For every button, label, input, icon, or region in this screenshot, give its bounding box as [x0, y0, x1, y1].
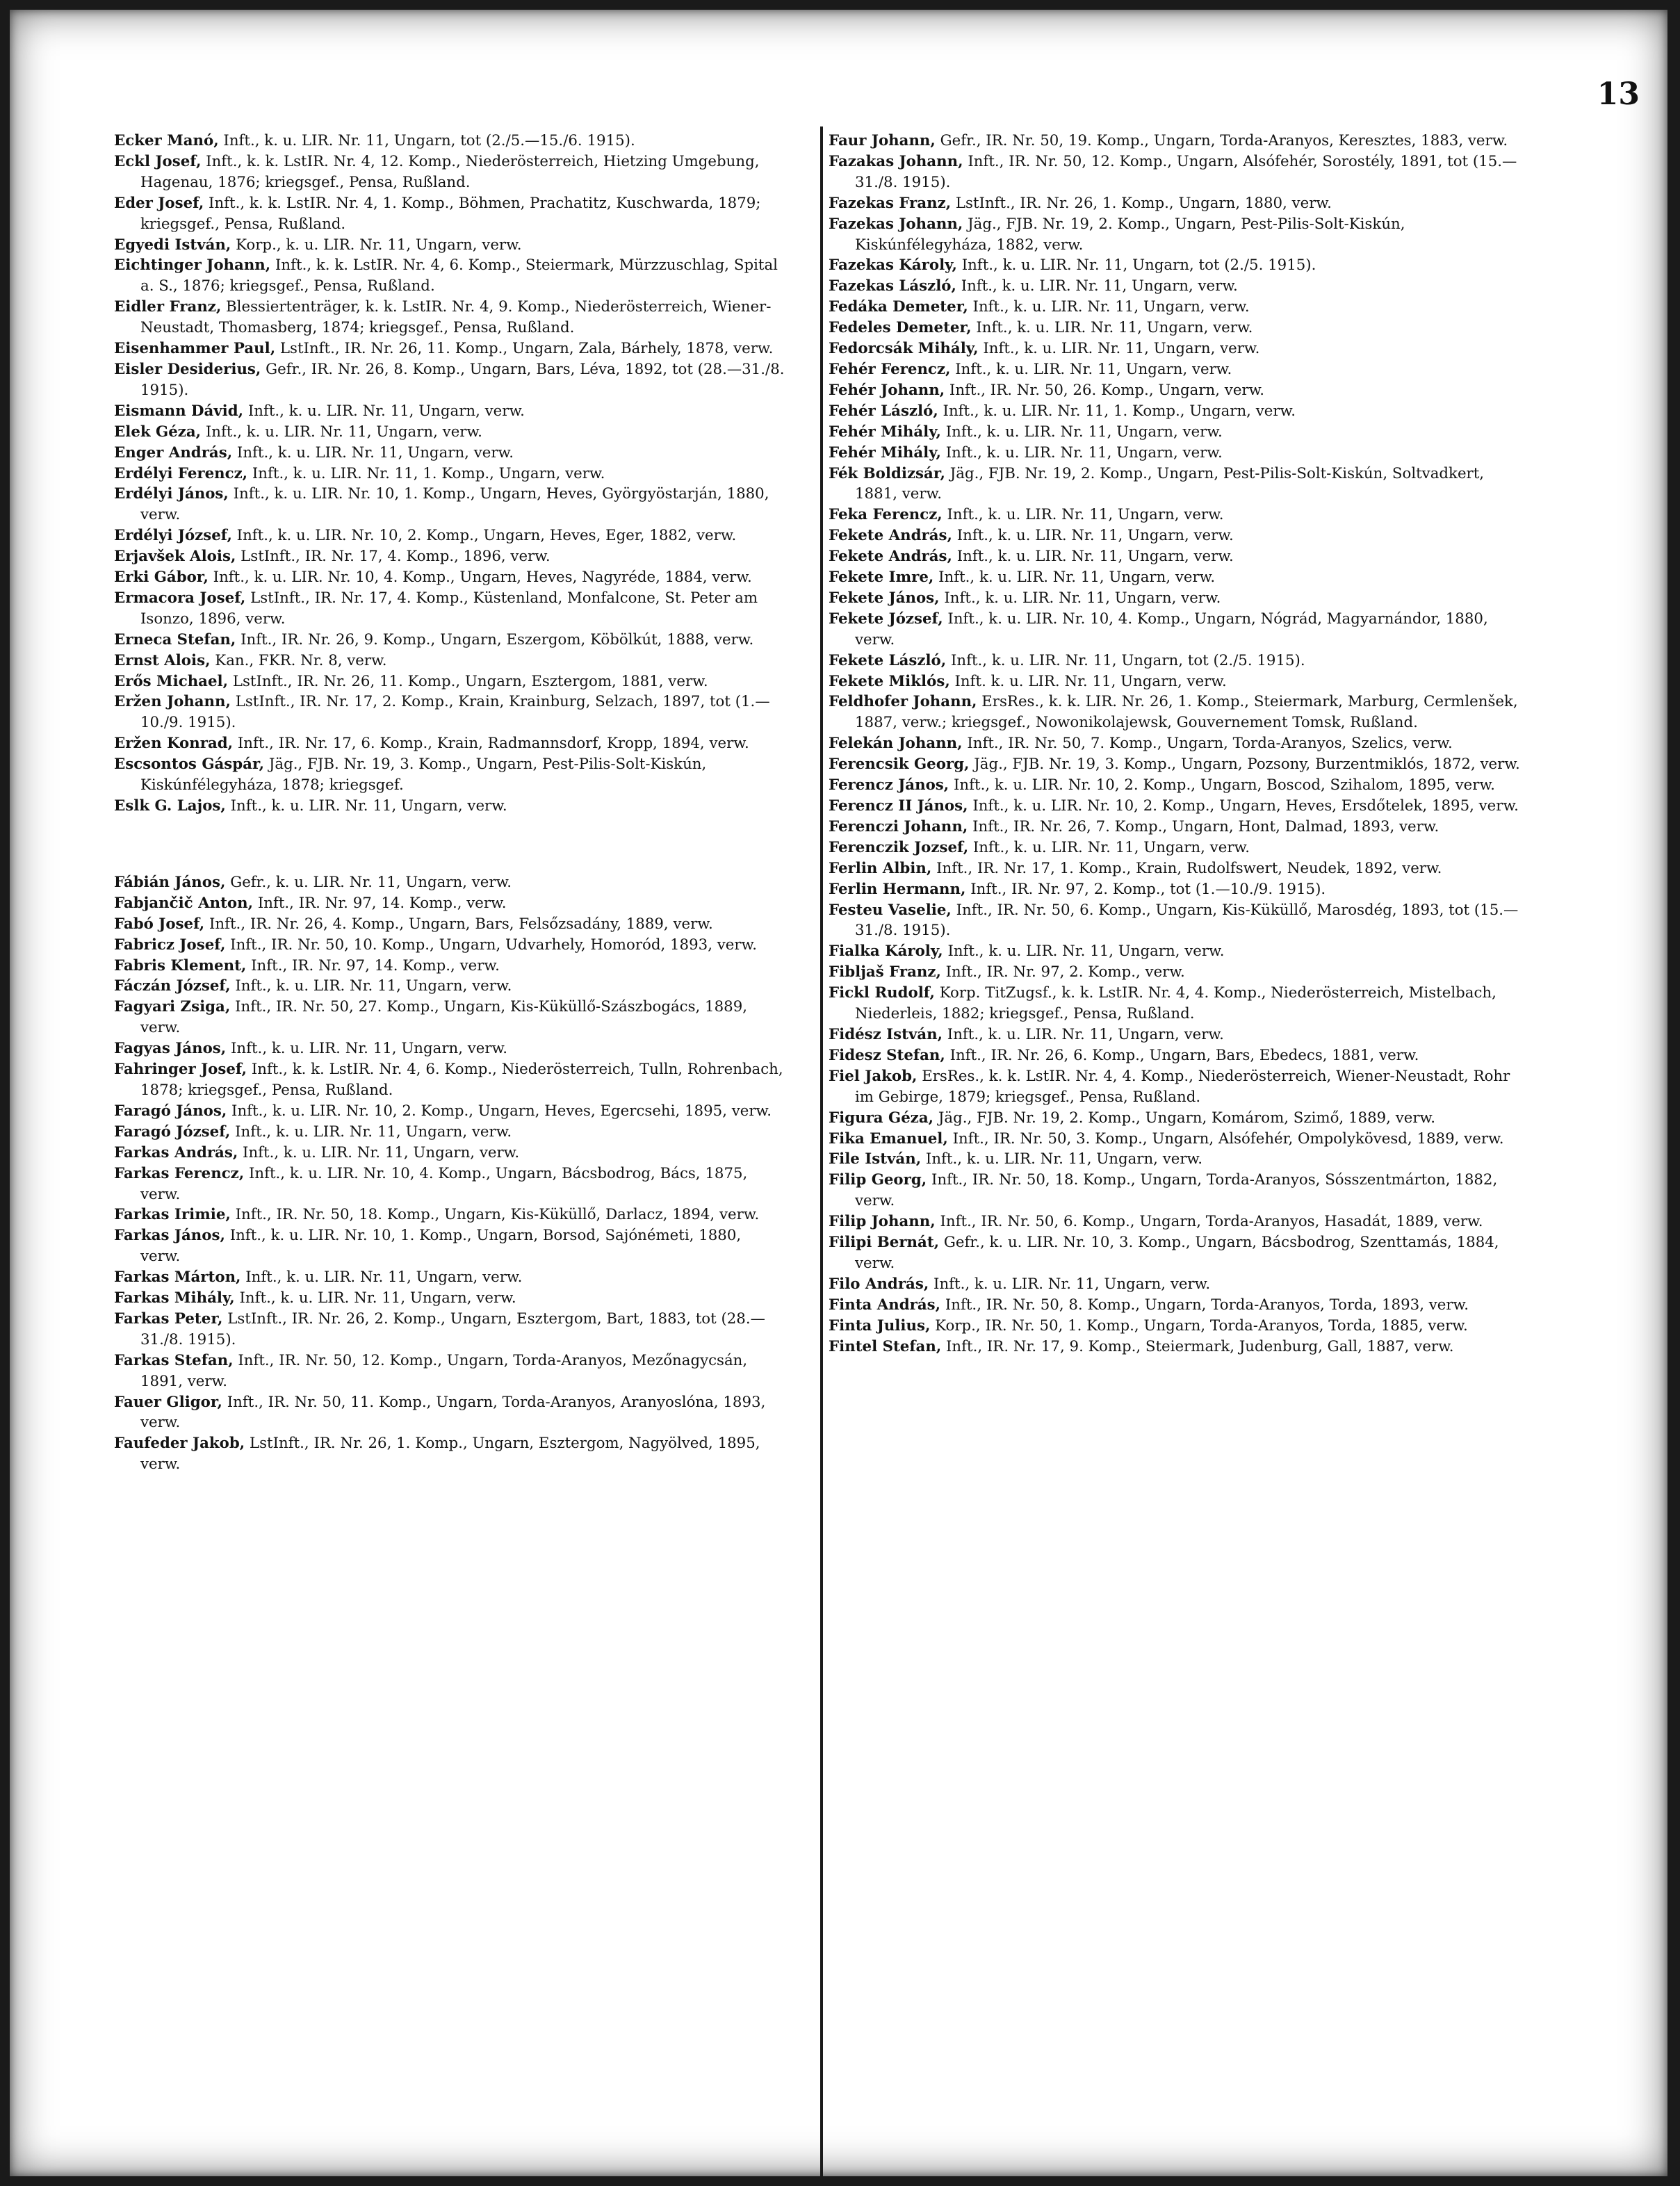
entry-name: Erős Michael,: [114, 672, 229, 690]
list-entry: [829, 152, 1524, 193]
list-entry: [114, 1225, 785, 1267]
entry-name: Fazakas Johann,: [829, 152, 963, 170]
entry-details: Inft., k. u. LIR. Nr. 11, Ungarn, verw.: [235, 977, 512, 995]
entry-name: Fedorcsák Mihály,: [829, 340, 979, 358]
document-page: [10, 10, 1667, 2176]
list-entry: [829, 983, 1524, 1025]
entry-details: Inft., k. k. LstIR. Nr. 4, 6. Komp., Steiermark, Mürzzuschlag, Spital a. S., 1876; kriegsgef., Pensa, Rußland.: [140, 256, 778, 295]
entry-name: Fibljaš Franz,: [829, 963, 941, 981]
entry-name: Fazekas Johann,: [829, 215, 963, 233]
list-entry: [829, 505, 1524, 525]
entry-details: Inft., IR. Nr. 50, 3. Komp., Ungarn, Alsófehér, Ompolykövesd, 1889, verw.: [952, 1129, 1504, 1148]
entry-name: Fahringer Josef,: [114, 1061, 247, 1079]
entry-details: Inft., IR. Nr. 50, 8. Komp., Ungarn, Torda-Aranyos, Torda, 1893, verw.: [945, 1296, 1469, 1314]
list-entry: [114, 546, 785, 567]
entry-name: Erdélyi János,: [114, 485, 229, 503]
entry-name: File István,: [829, 1150, 922, 1168]
list-entry: [829, 422, 1524, 443]
entry-name: Fika Emanuel,: [829, 1129, 948, 1148]
list-entry: [829, 131, 1524, 152]
entry-details: Inft., IR. Nr. 26, 6. Komp., Ungarn, Bars, Ebedecs, 1881, verw.: [949, 1046, 1419, 1064]
entry-details: Jäg., FJB. Nr. 19, 3. Komp., Ungarn, Pozsony, Burzentmiklós, 1872, verw.: [974, 756, 1520, 774]
entry-name: Fagyas János,: [114, 1040, 227, 1058]
list-entry: [114, 651, 785, 671]
entry-details: Inft., k. u. LIR. Nr. 10, 2. Komp., Ungarn, Heves, Egercsehi, 1895, verw.: [231, 1102, 772, 1120]
list-entry: [829, 838, 1524, 858]
entry-name: Ferencsik Georg,: [829, 756, 970, 774]
entry-name: Enger András,: [114, 443, 233, 462]
entry-name: Fekete András,: [829, 527, 952, 545]
entry-name: Felekán Johann,: [829, 735, 963, 753]
entry-details: Inft., k. u. LIR. Nr. 11, Ungarn, verw.: [925, 1150, 1203, 1168]
left-column-f-entries: [114, 872, 785, 1475]
list-entry: [114, 297, 785, 338]
entry-details: Inft., IR. Nr. 50, 6. Komp., Ungarn, Torda-Aranyos, Hasadát, 1889, verw.: [940, 1213, 1483, 1231]
list-entry: [829, 276, 1524, 297]
list-entry: [829, 1045, 1524, 1066]
list-entry: [829, 858, 1524, 879]
entry-name: Faufeder Jakob,: [114, 1435, 245, 1453]
entry-name: Finta András,: [829, 1296, 941, 1314]
list-entry: [829, 733, 1524, 754]
entry-details: Inft., IR. Nr. 50, 27. Komp., Ungarn, Kis-Küküllő-Szászbogács, 1889, verw.: [140, 998, 748, 1037]
list-entry: [829, 1129, 1524, 1150]
entry-details: Korp., IR. Nr. 50, 1. Komp., Ungarn, Torda-Aranyos, Torda, 1885, verw.: [935, 1316, 1468, 1335]
entry-details: Jäg., FJB. Nr. 19, 2. Komp., Ungarn, Pest-Pilis-Solt-Kiskún, Kiskúnfélegyháza, 1882, verw.: [855, 215, 1405, 254]
entry-name: Filo András,: [829, 1275, 929, 1293]
entry-details: Inft. k. u. LIR. Nr. 11, Ungarn, verw.: [954, 672, 1227, 690]
entry-details: Inft., IR. Nr. 97, 2. Komp., tot (1.—10./9. 1915).: [970, 880, 1326, 898]
entry-details: Inft., k. k. LstIR. Nr. 4, 12. Komp., Niederösterreich, Hietzing Umgebung, Hagenau, 1876; kriegsgef., Pensa, Rußland.: [140, 152, 760, 191]
entry-details: Inft., k. u. LIR. Nr. 11, Ungarn, verw.: [933, 1275, 1211, 1293]
entry-details: Jäg., FJB. Nr. 19, 2. Komp., Ungarn, Komárom, Szimő, 1889, verw.: [938, 1109, 1435, 1127]
entry-name: Erneca Stefan,: [114, 630, 236, 649]
entry-details: Inft., IR. Nr. 50, 12. Komp., Ungarn, Alsófehér, Sorostély, 1891, tot (15.—31./8. 1915).: [855, 152, 1517, 191]
entry-name: Fekete János,: [829, 589, 940, 607]
entry-details: LstInft., IR. Nr. 26, 1. Komp., Ungarn, 1880, verw.: [955, 194, 1332, 212]
entry-details: Inft., IR. Nr. 26, 4. Komp., Ungarn, Bars, Felsőzsadány, 1889, verw.: [209, 915, 713, 933]
entry-name: Fehér Mihály,: [829, 443, 941, 462]
entry-details: Inft., k. u. LIR. Nr. 11, Ungarn, verw.: [945, 443, 1223, 462]
list-entry: [114, 338, 785, 359]
entry-name: Fehér Johann,: [829, 381, 945, 399]
list-entry: [829, 754, 1524, 775]
entry-details: Inft., IR. Nr. 17, 9. Komp., Steiermark, Judenburg, Gall, 1887, verw.: [946, 1337, 1454, 1355]
entry-name: Ferlin Hermann,: [829, 880, 966, 898]
list-entry: [114, 422, 785, 443]
entry-details: Inft., k. u. LIR. Nr. 11, Ungarn, verw.: [972, 298, 1250, 316]
list-entry: [114, 1267, 785, 1288]
list-entry: [114, 1205, 785, 1225]
entry-details: Inft., k. u. LIR. Nr. 11, Ungarn, verw.: [947, 943, 1225, 961]
entry-details: Inft., k. u. LIR. Nr. 11, Ungarn, verw.: [230, 797, 507, 815]
list-entry: [829, 338, 1524, 359]
entry-name: Finta Julius,: [829, 1316, 931, 1335]
entry-details: Inft., k. u. LIR. Nr. 11, Ungarn, verw.: [245, 1269, 523, 1287]
entry-details: Inft., IR. Nr. 50, 18. Komp., Ungarn, Kis-Küküllő, Darlacz, 1894, verw.: [235, 1206, 760, 1224]
list-entry: [114, 484, 785, 525]
list-entry: [829, 796, 1524, 817]
entry-name: Ernst Alois,: [114, 651, 211, 669]
right-column-entries: [829, 131, 1524, 1357]
entry-name: Fekete József,: [829, 610, 943, 628]
list-entry: [114, 671, 785, 692]
entry-name: Erki Gábor,: [114, 569, 209, 587]
entry-name: Feka Ferencz,: [829, 506, 943, 524]
list-entry: [829, 546, 1524, 567]
entry-details: Inft., k. u. LIR. Nr. 10, 4. Komp., Ungarn, Bácsbodrog, Bács, 1875, verw.: [140, 1164, 748, 1203]
entry-name: Faragó József,: [114, 1123, 231, 1141]
entry-name: Fedáka Demeter,: [829, 298, 968, 316]
list-entry: [114, 1392, 785, 1434]
entry-name: Fagyari Zsiga,: [114, 998, 231, 1016]
list-entry: [114, 525, 785, 546]
entry-name: Ecker Manó,: [114, 132, 219, 149]
list-entry: [829, 214, 1524, 256]
list-entry: [829, 609, 1524, 651]
left-column: [114, 131, 785, 1475]
entry-name: Eckl Josef,: [114, 152, 202, 170]
entry-name: Eichtinger Johann,: [114, 256, 271, 275]
entry-details: ErsRes., k. k. LIR. Nr. 26, 1. Komp., Steiermark, Marburg, Cermlenšek, 1887, verw.; kriegsgef., Nowonikolajewsk, Gouvernement Tomsk, Rußland.: [855, 693, 1518, 732]
entry-details: Gefr., k. u. LIR. Nr. 10, 3. Komp., Ungarn, Bácsbodrog, Szenttamás, 1884, verw.: [855, 1234, 1499, 1272]
entry-details: Inft., k. u. LIR. Nr. 10, 2. Komp., Ungarn, Heves, Ersdőtelek, 1895, verw.: [972, 797, 1519, 815]
entry-name: Faragó János,: [114, 1102, 227, 1120]
list-entry: [114, 464, 785, 484]
list-entry: [114, 1143, 785, 1164]
entry-details: Inft., k. u. LIR. Nr. 11, Ungarn, verw.: [243, 1143, 520, 1161]
entry-details: LstInft., IR. Nr. 26, 11. Komp., Ungarn, Esztergom, 1881, verw.: [232, 672, 708, 690]
list-entry: [829, 962, 1524, 983]
entry-details: Inft., k. u. LIR. Nr. 11, Ungarn, verw.: [956, 527, 1234, 545]
list-entry: [829, 1212, 1524, 1232]
entry-details: LstInft., IR. Nr. 26, 1. Komp., Ungarn, Esztergom, Nagyölved, 1895, verw.: [140, 1435, 760, 1474]
column-divider: [820, 127, 823, 2176]
list-entry: [114, 1433, 785, 1475]
list-entry: [829, 941, 1524, 962]
entry-name: Fehér Mihály,: [829, 423, 941, 441]
entry-details: Inft., IR. Nr. 17, 6. Komp., Krain, Radmannsdorf, Kropp, 1894, verw.: [237, 735, 749, 753]
list-entry: [114, 193, 785, 235]
list-entry: [114, 630, 785, 651]
list-entry: [829, 651, 1524, 671]
entry-details: Inft., IR. Nr. 26, 7. Komp., Ungarn, Hont, Dalmad, 1893, verw.: [972, 817, 1440, 835]
list-entry: [829, 1066, 1524, 1108]
list-entry: [829, 692, 1524, 733]
list-entry: [829, 401, 1524, 422]
entry-name: Fekete László,: [829, 651, 947, 669]
entry-name: Eržen Konrad,: [114, 735, 234, 753]
entry-name: Ferenczik Jozsef,: [829, 838, 969, 856]
list-entry: [114, 1038, 785, 1059]
entry-details: Inft., k. u. LIR. Nr. 11, Ungarn, tot (2./5. 1915).: [950, 651, 1305, 669]
entry-details: Korp. TitZugsf., k. k. LstIR. Nr. 4, 4. Komp., Niederösterreich, Mistelbach, Niederleis, 1882; kriegsgef., Pensa, Rußland.: [855, 984, 1496, 1023]
entry-name: Fekete András,: [829, 548, 952, 566]
entry-name: Ferencz János,: [829, 776, 949, 794]
list-entry: [114, 1164, 785, 1205]
list-entry: [829, 297, 1524, 318]
entry-details: Inft., k. u. LIR. Nr. 11, Ungarn, verw.: [947, 506, 1224, 524]
list-entry: [829, 1170, 1524, 1212]
entry-details: Inft., IR. Nr. 50, 12. Komp., Ungarn, Torda-Aranyos, Mezőnagycsán, 1891, verw.: [140, 1351, 748, 1390]
entry-name: Fedeles Demeter,: [829, 319, 972, 337]
list-entry: [829, 671, 1524, 692]
entry-name: Festeu Vaselie,: [829, 901, 952, 919]
entry-name: Eder Josef,: [114, 194, 204, 212]
list-entry: [114, 1122, 785, 1143]
list-entry: [114, 733, 785, 754]
entry-details: Inft., IR. Nr. 50, 11. Komp., Ungarn, Torda-Aranyos, Aranyoslóna, 1893, verw.: [140, 1393, 766, 1432]
entry-name: Fazekas Károly,: [829, 256, 957, 275]
entry-details: Gefr., k. u. LIR. Nr. 11, Ungarn, verw.: [230, 873, 512, 891]
entry-details: Inft., k. u. LIR. Nr. 11, Ungarn, verw.: [205, 423, 482, 441]
entry-details: Korp., k. u. LIR. Nr. 11, Ungarn, verw.: [236, 236, 522, 254]
entry-name: Fék Boldizsár,: [829, 464, 945, 482]
list-entry: [829, 1232, 1524, 1274]
entry-name: Figura Géza,: [829, 1109, 934, 1127]
entry-name: Farkas András,: [114, 1143, 238, 1161]
entry-details: Inft., k. u. LIR. Nr. 11, Ungarn, verw.: [236, 443, 514, 462]
entry-details: Inft., k. u. LIR. Nr. 11, Ungarn, verw.: [235, 1123, 512, 1141]
list-entry: [114, 1309, 785, 1351]
entry-name: Erjavšek Alois,: [114, 548, 236, 566]
entry-details: LstInft., IR. Nr. 17, 4. Komp., 1896, verw.: [240, 548, 551, 566]
entry-details: Gefr., IR. Nr. 26, 8. Komp., Ungarn, Bars, Léva, 1892, tot (28.—31./8. 1915).: [140, 360, 785, 399]
entry-name: Fickl Rudolf,: [829, 984, 935, 1002]
entry-details: Inft., k. u. LIR. Nr. 10, 2. Komp., Ungarn, Heves, Eger, 1882, verw.: [236, 527, 737, 545]
entry-name: Fazekas Franz,: [829, 194, 952, 212]
entry-details: Inft., k. u. LIR. Nr. 11, 1. Komp., Ungarn, verw.: [943, 402, 1296, 420]
entry-details: Inft., k. u. LIR. Nr. 10, 1. Komp., Ungarn, Borsod, Sajónémeti, 1880, verw.: [140, 1227, 742, 1266]
entry-details: Inft., k. u. LIR. Nr. 10, 4. Komp., Ungarn, Nógrád, Magyarnándor, 1880, verw.: [855, 610, 1488, 649]
entry-name: Eidler Franz,: [114, 298, 222, 316]
list-entry: [829, 775, 1524, 796]
entry-details: Inft., IR. Nr. 17, 1. Komp., Krain, Rudolfswert, Neudek, 1892, verw.: [936, 859, 1442, 877]
entry-details: Inft., k. u. LIR. Nr. 11, Ungarn, tot (2./5.—15./6. 1915).: [223, 132, 635, 149]
entry-name: Fabricz Josef,: [114, 936, 226, 954]
list-entry: [829, 817, 1524, 838]
entry-name: Eisenhammer Paul,: [114, 340, 276, 358]
entry-name: Filipi Bernát,: [829, 1234, 940, 1252]
entry-details: LstInft., IR. Nr. 26, 2. Komp., Ungarn, Esztergom, Bart, 1883, tot (28.—31./8. 1915).: [140, 1310, 765, 1348]
entry-name: Farkas Ferencz,: [114, 1164, 245, 1182]
list-entry: [829, 1316, 1524, 1337]
entry-details: Inft., k. u. LIR. Nr. 11, 1. Komp., Ungarn, verw.: [252, 464, 605, 482]
entry-name: Ferlin Albin,: [829, 859, 932, 877]
entry-name: Egyedi István,: [114, 236, 231, 254]
entry-name: Farkas Stefan,: [114, 1351, 234, 1369]
entry-details: Inft., k. u. LIR. Nr. 11, Ungarn, verw.: [230, 1040, 508, 1058]
entry-name: Filip Johann,: [829, 1213, 936, 1231]
entry-name: Fidész István,: [829, 1025, 943, 1043]
list-entry: [114, 872, 785, 893]
list-entry: [829, 1274, 1524, 1295]
list-entry: [829, 900, 1524, 942]
entry-details: LstInft., IR. Nr. 17, 4. Komp., Küstenland, Monfalcone, St. Peter am Isonzo, 1896, verw.: [140, 589, 758, 628]
entry-name: Fekete Miklós,: [829, 672, 950, 690]
entry-details: Gefr., IR. Nr. 50, 19. Komp., Ungarn, Torda-Aranyos, Keresztes, 1883, verw.: [940, 132, 1508, 149]
list-entry: [114, 893, 785, 914]
entry-name: Fialka Károly,: [829, 943, 943, 961]
entry-name: Farkas Peter,: [114, 1310, 223, 1328]
entry-details: Inft., k. u. LIR. Nr. 10, 2. Komp., Ungarn, Boscod, Szihalom, 1895, verw.: [954, 776, 1495, 794]
entry-name: Eisler Desiderius,: [114, 360, 261, 378]
list-entry: [829, 879, 1524, 900]
entry-details: Inft., k. u. LIR. Nr. 11, Ungarn, verw.: [976, 319, 1253, 337]
entry-details: Inft., IR. Nr. 97, 2. Komp., verw.: [945, 963, 1185, 981]
entry-name: Fazekas László,: [829, 277, 956, 295]
list-entry: [114, 359, 785, 401]
entry-name: Fabjančič Anton,: [114, 894, 254, 912]
list-entry: [829, 567, 1524, 588]
entry-details: Inft., k. u. LIR. Nr. 11, Ungarn, verw.: [938, 569, 1216, 587]
entry-name: Erdélyi József,: [114, 527, 232, 545]
list-entry: [114, 131, 785, 152]
list-entry: [114, 754, 785, 796]
entry-name: Eismann Dávid,: [114, 402, 244, 420]
entry-details: Inft., k. k. LstIR. Nr. 4, 6. Komp., Niederösterreich, Tulln, Rohrenbach, 1878; kriegsgef., Pensa, Rußland.: [140, 1061, 783, 1099]
list-entry: [829, 588, 1524, 609]
list-entry: [114, 401, 785, 422]
entry-name: Ferencz II János,: [829, 797, 968, 815]
list-entry: [829, 380, 1524, 401]
entry-details: Inft., IR. Nr. 50, 18. Komp., Ungarn, Torda-Aranyos, Sósszentmárton, 1882, verw.: [855, 1171, 1498, 1210]
entry-name: Eslk G. Lajos,: [114, 797, 226, 815]
list-entry: [114, 997, 785, 1038]
list-entry: [114, 1288, 785, 1309]
entry-name: Fidesz Stefan,: [829, 1046, 945, 1064]
entry-name: Erdélyi Ferencz,: [114, 464, 248, 482]
entry-details: Inft., k. u. LIR. Nr. 11, Ungarn, verw.: [945, 423, 1223, 441]
list-entry: [829, 1337, 1524, 1357]
entry-name: Ermacora Josef,: [114, 589, 246, 607]
entry-details: Inft., IR. Nr. 97, 14. Komp., verw.: [251, 956, 500, 974]
entry-name: Farkas Mihály,: [114, 1289, 235, 1307]
entry-details: Inft., k. u. LIR. Nr. 10, 1. Komp., Ungarn, Heves, Györgyöstarján, 1880, verw.: [140, 485, 769, 524]
entry-details: Inft., IR. Nr. 26, 9. Komp., Ungarn, Eszergom, Köbölkút, 1888, verw.: [240, 630, 754, 649]
entry-details: Inft., k. k. LstIR. Nr. 4, 1. Komp., Böhmen, Prachatitz, Kuschwarda, 1879; kriegsgef., Pensa, Rußland.: [140, 194, 761, 233]
left-column-e-entries: [114, 131, 785, 817]
list-entry: [114, 935, 785, 956]
entry-name: Fekete Imre,: [829, 569, 934, 587]
list-entry: [114, 796, 785, 817]
entry-name: Fabris Klement,: [114, 956, 247, 974]
list-entry: [829, 464, 1524, 505]
list-entry: [829, 1025, 1524, 1045]
list-entry: [829, 1295, 1524, 1316]
entry-details: Inft., k. u. LIR. Nr. 11, Ungarn, verw.: [955, 360, 1232, 378]
entry-name: Escsontos Gáspár,: [114, 756, 265, 774]
list-entry: [114, 956, 785, 977]
entry-details: Inft., k. u. LIR. Nr. 11, Ungarn, verw.: [961, 277, 1238, 295]
list-entry: [829, 443, 1524, 464]
entry-details: Jäg., FJB. Nr. 19, 3. Komp., Ungarn, Pest-Pilis-Solt-Kiskún, Kiskúnfélegyháza, 1878; kriegsgef.: [140, 756, 707, 794]
entry-name: Farkas Irimie,: [114, 1206, 231, 1224]
list-entry: [114, 1351, 785, 1392]
right-column: [829, 131, 1524, 1357]
list-entry: [114, 567, 785, 588]
list-entry: [829, 193, 1524, 214]
entry-details: Blessiertenträger, k. k. LstIR. Nr. 4, 9. Komp., Niederösterreich, Wiener-Neustadt, Thomasberg, 1874; kriegsgef., Pensa, Rußland.: [140, 298, 772, 337]
list-entry: [114, 235, 785, 256]
entry-details: Inft., IR. Nr. 50, 10. Komp., Ungarn, Udvarhely, Homoród, 1893, verw.: [230, 936, 758, 954]
entry-details: Inft., k. u. LIR. Nr. 11, Ungarn, tot (2./5. 1915).: [961, 256, 1316, 275]
entry-name: Feldhofer Johann,: [829, 693, 977, 711]
entry-details: Inft., k. u. LIR. Nr. 10, 4. Komp., Ungarn, Heves, Nagyréde, 1884, verw.: [213, 569, 752, 587]
entry-name: Elek Géza,: [114, 423, 202, 441]
entry-name: Fáczán József,: [114, 977, 231, 995]
entry-name: Fehér László,: [829, 402, 938, 420]
entry-details: Inft., k. u. LIR. Nr. 11, Ungarn, verw.: [947, 1025, 1224, 1043]
list-entry: [114, 152, 785, 193]
list-entry: [829, 255, 1524, 276]
list-entry: [114, 443, 785, 464]
list-entry: [114, 588, 785, 630]
entry-name: Fauer Gligor,: [114, 1393, 222, 1411]
entry-details: Inft., k. u. LIR. Nr. 11, Ungarn, verw.: [956, 548, 1234, 566]
entry-details: LstInft., IR. Nr. 26, 11. Komp., Ungarn, Zala, Bárhely, 1878, verw.: [279, 340, 774, 358]
entry-details: Inft., IR. Nr. 50, 6. Komp., Ungarn, Kis-Küküllő, Marosdég, 1893, tot (15.—31./8. 1915).: [855, 901, 1519, 940]
list-entry: [114, 692, 785, 733]
list-entry: [114, 1101, 785, 1122]
entry-details: ErsRes., k. k. LstIR. Nr. 4, 4. Komp., Niederösterreich, Wiener-Neustadt, Rohr im Gebirge, 1879; kriegsgef., Pensa, Rußland.: [855, 1067, 1510, 1106]
entry-details: Inft., k. u. LIR. Nr. 11, Ungarn, verw.: [239, 1289, 516, 1307]
entry-details: Inft., k. u. LIR. Nr. 11, Ungarn, verw.: [944, 589, 1221, 607]
list-entry: [829, 1108, 1524, 1129]
list-entry: [829, 1149, 1524, 1170]
entry-details: Inft., IR. Nr. 50, 26. Komp., Ungarn, verw.: [949, 381, 1265, 399]
entry-name: Farkas Márton,: [114, 1269, 241, 1287]
entry-details: Inft., k. u. LIR. Nr. 11, Ungarn, verw.: [247, 402, 525, 420]
section-gap: [114, 817, 785, 872]
entry-name: Fiel Jakob,: [829, 1067, 918, 1085]
entry-name: Farkas János,: [114, 1227, 225, 1245]
entry-details: Jäg., FJB. Nr. 19, 2. Komp., Ungarn, Pest-Pilis-Solt-Kiskún, Soltvadkert, 1881, verw.: [855, 464, 1485, 503]
entry-name: Fabó Josef,: [114, 915, 205, 933]
entry-name: Faur Johann,: [829, 132, 936, 149]
entry-name: Ferenczi Johann,: [829, 817, 968, 835]
entry-name: Eržen Johann,: [114, 693, 231, 711]
list-entry: [114, 914, 785, 935]
entry-details: Kan., FKR. Nr. 8, verw.: [215, 651, 387, 669]
entry-details: Inft., IR. Nr. 50, 7. Komp., Ungarn, Torda-Aranyos, Szelics, verw.: [967, 735, 1453, 753]
list-entry: [829, 318, 1524, 338]
list-entry: [829, 525, 1524, 546]
entry-details: Inft., IR. Nr. 97, 14. Komp., verw.: [257, 894, 507, 912]
list-entry: [114, 1059, 785, 1101]
entry-name: Filip Georg,: [829, 1171, 927, 1189]
list-entry: [114, 255, 785, 297]
list-entry: [114, 976, 785, 997]
entry-details: LstInft., IR. Nr. 17, 2. Komp., Krain, Krainburg, Selzach, 1897, tot (1.—10./9. 1915).: [140, 693, 770, 732]
entry-name: Fábián János,: [114, 873, 226, 891]
entry-name: Fintel Stefan,: [829, 1337, 942, 1355]
page-number: 13: [1597, 76, 1640, 112]
list-entry: [829, 359, 1524, 380]
entry-name: Fehér Ferencz,: [829, 360, 951, 378]
entry-details: Inft., k. u. LIR. Nr. 11, Ungarn, verw.: [983, 340, 1260, 358]
entry-details: Inft., k. u. LIR. Nr. 11, Ungarn, verw.: [972, 838, 1250, 856]
